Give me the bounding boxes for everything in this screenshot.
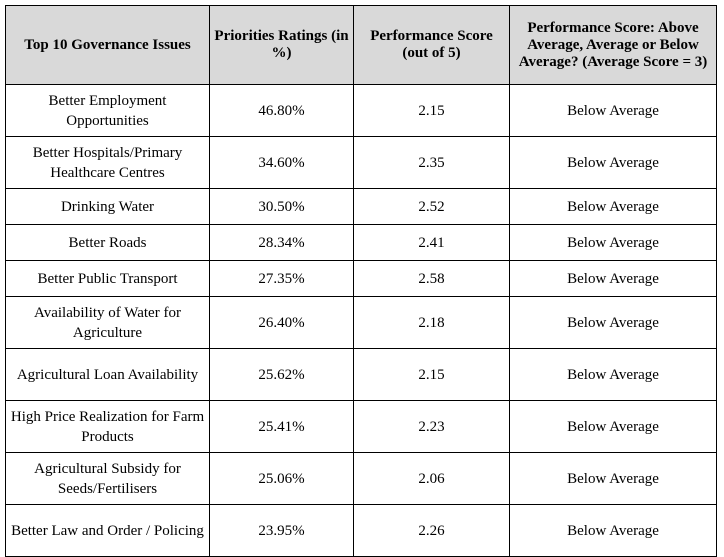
rating-cell: 34.60% — [210, 137, 354, 189]
issue-cell: Drinking Water — [6, 189, 210, 225]
score-cell: 2.15 — [354, 85, 510, 137]
header-row — [6, 6, 717, 85]
table-row — [6, 297, 717, 349]
level-cell: Below Average — [510, 505, 717, 557]
rating-cell: 27.35% — [210, 261, 354, 297]
issue-cell: Better Employment Opportunities — [6, 85, 210, 137]
score-cell: 2.26 — [354, 505, 510, 557]
rating-cell: 26.40% — [210, 297, 354, 349]
rating-cell: 23.95% — [210, 505, 354, 557]
rating-cell: 28.34% — [210, 225, 354, 261]
level-cell: Below Average — [510, 297, 717, 349]
rating-cell: 30.50% — [210, 189, 354, 225]
table-row — [6, 401, 717, 453]
level-cell: Below Average — [510, 401, 717, 453]
rating-cell: 25.62% — [210, 349, 354, 401]
score-cell: 2.35 — [354, 137, 510, 189]
level-cell: Below Average — [510, 137, 717, 189]
rating-cell: 25.06% — [210, 453, 354, 505]
level-cell: Below Average — [510, 453, 717, 505]
rating-cell: 25.41% — [210, 401, 354, 453]
issue-cell: High Price Realization for Farm Products — [6, 401, 210, 453]
table-row — [6, 453, 717, 505]
rating-cell: 46.80% — [210, 85, 354, 137]
score-cell: 2.58 — [354, 261, 510, 297]
score-cell: 2.18 — [354, 297, 510, 349]
score-cell: 2.52 — [354, 189, 510, 225]
table-row — [6, 137, 717, 189]
issue-cell: Agricultural Subsidy for Seeds/Fertilisers — [6, 453, 210, 505]
table-row — [6, 225, 717, 261]
issue-cell: Better Public Transport — [6, 261, 210, 297]
level-cell: Below Average — [510, 189, 717, 225]
header-performance-score: Performance Score (out of 5) — [354, 6, 510, 85]
issue-cell: Availability of Water for Agriculture — [6, 297, 210, 349]
level-cell: Below Average — [510, 349, 717, 401]
table-row — [6, 85, 717, 137]
table-row — [6, 261, 717, 297]
header-issue: Top 10 Governance Issues — [6, 6, 210, 85]
header-priority-rating: Priorities Ratings (in %) — [210, 6, 354, 85]
issue-cell: Better Roads — [6, 225, 210, 261]
issue-cell: Agricultural Loan Availability — [6, 349, 210, 401]
level-cell: Below Average — [510, 261, 717, 297]
table-row — [6, 189, 717, 225]
governance-issues-table — [5, 5, 717, 557]
table-row — [6, 505, 717, 557]
score-cell: 2.41 — [354, 225, 510, 261]
issue-cell: Better Law and Order / Policing — [6, 505, 210, 557]
score-cell: 2.15 — [354, 349, 510, 401]
issue-cell: Better Hospitals/Primary Healthcare Centres — [6, 137, 210, 189]
table-row — [6, 349, 717, 401]
level-cell: Below Average — [510, 225, 717, 261]
header-performance-level: Performance Score: Above Average, Average or Below Average? (Average Score = 3) — [510, 6, 717, 85]
level-cell: Below Average — [510, 85, 717, 137]
score-cell: 2.23 — [354, 401, 510, 453]
score-cell: 2.06 — [354, 453, 510, 505]
